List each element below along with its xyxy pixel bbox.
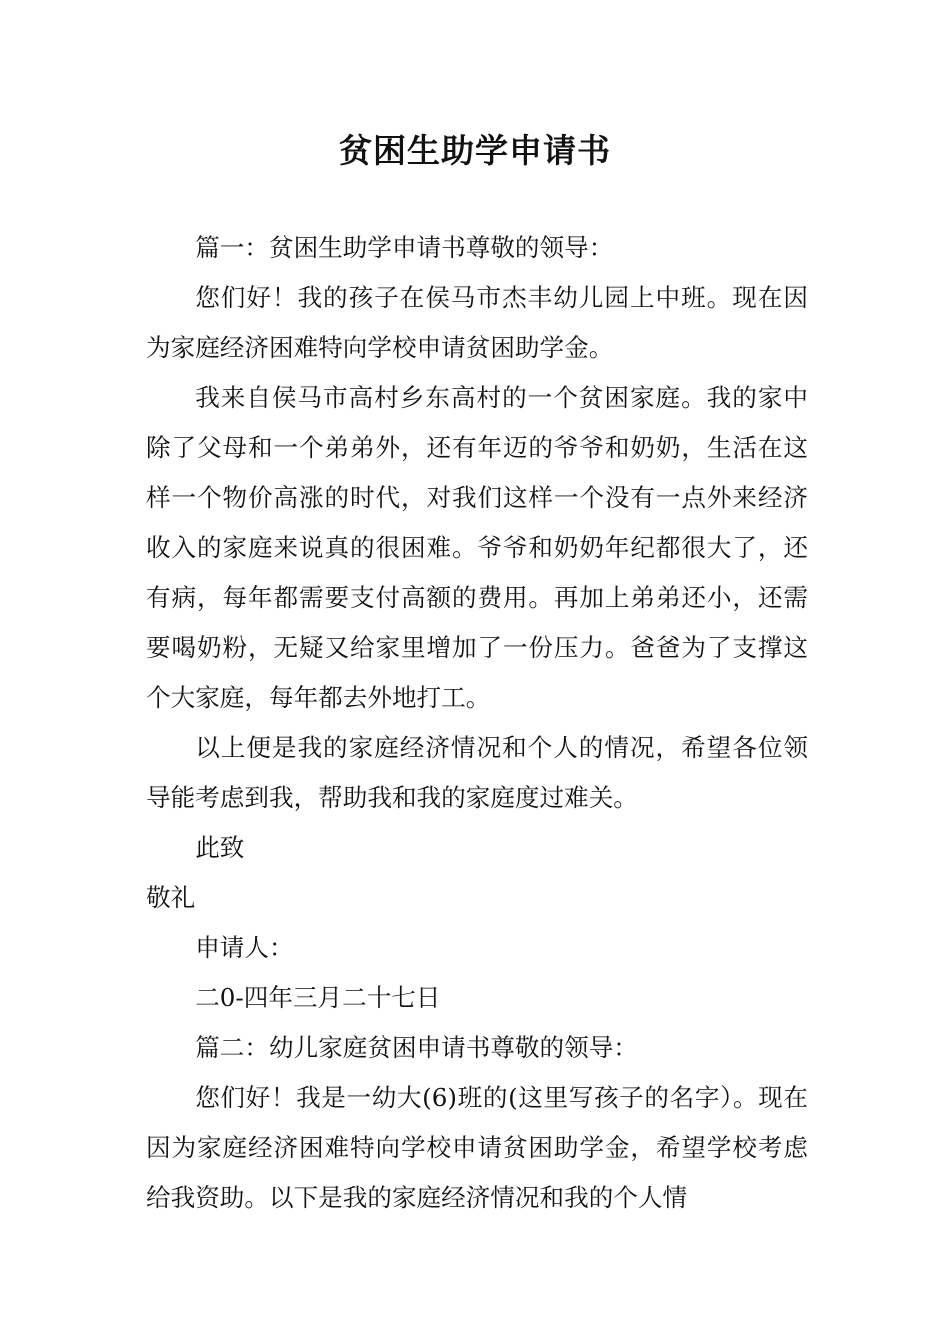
closing-jingli: 敬礼 [146, 883, 196, 912]
date-line: 二0-四年三月二十七日 [195, 983, 441, 1012]
applicant-line: 申请人： [195, 933, 294, 962]
section-one-heading: 篇一：贫困生助学申请书尊敬的领导： [195, 233, 614, 262]
greeting-paragraph: 您们好！我的孩子在侯马市杰丰幼儿园上中班。现在因为家庭经济困难特向学校申请贫困助学金。 [146, 283, 808, 362]
request-paragraph: 以上便是我的家庭经济情况和个人的情况，希望各位领导能考虑到我，帮助我和我的家庭度过难关。 [146, 733, 808, 812]
family-situation-paragraph: 我来自侯马市高村乡东高村的一个贫困家庭。我的家中除了父母和一个弟弟外，还有年迈的爷爷和奶奶，生活在这样一个物价高涨的时代，对我们这样一个没有一点外来经济收入的家庭来说真的很困难。爷爷和奶奶年纪都很大了，还有病，每年都需要支付高额的费用。再加上弟弟还小，还需要喝奶粉，无疑又给家里增加了一份压力。爸爸为了支撑这个大家庭，每年都去外地打工。 [146, 383, 808, 712]
document-body [146, 223, 808, 1223]
document-title: 贫困生助学申请书 [339, 131, 611, 170]
closing-cizhi: 此致 [195, 833, 245, 862]
section-two-paragraph: 您们好！我是一幼大(6)班的(这里写孩子的名字）。现在因为家庭经济困难特向学校申请贫困助学金，希望学校考虑给我资助。以下是我的家庭经济情况和我的个人情 [146, 1083, 808, 1212]
section-two-heading: 篇二：幼儿家庭贫困申请书尊敬的领导： [195, 1033, 638, 1062]
